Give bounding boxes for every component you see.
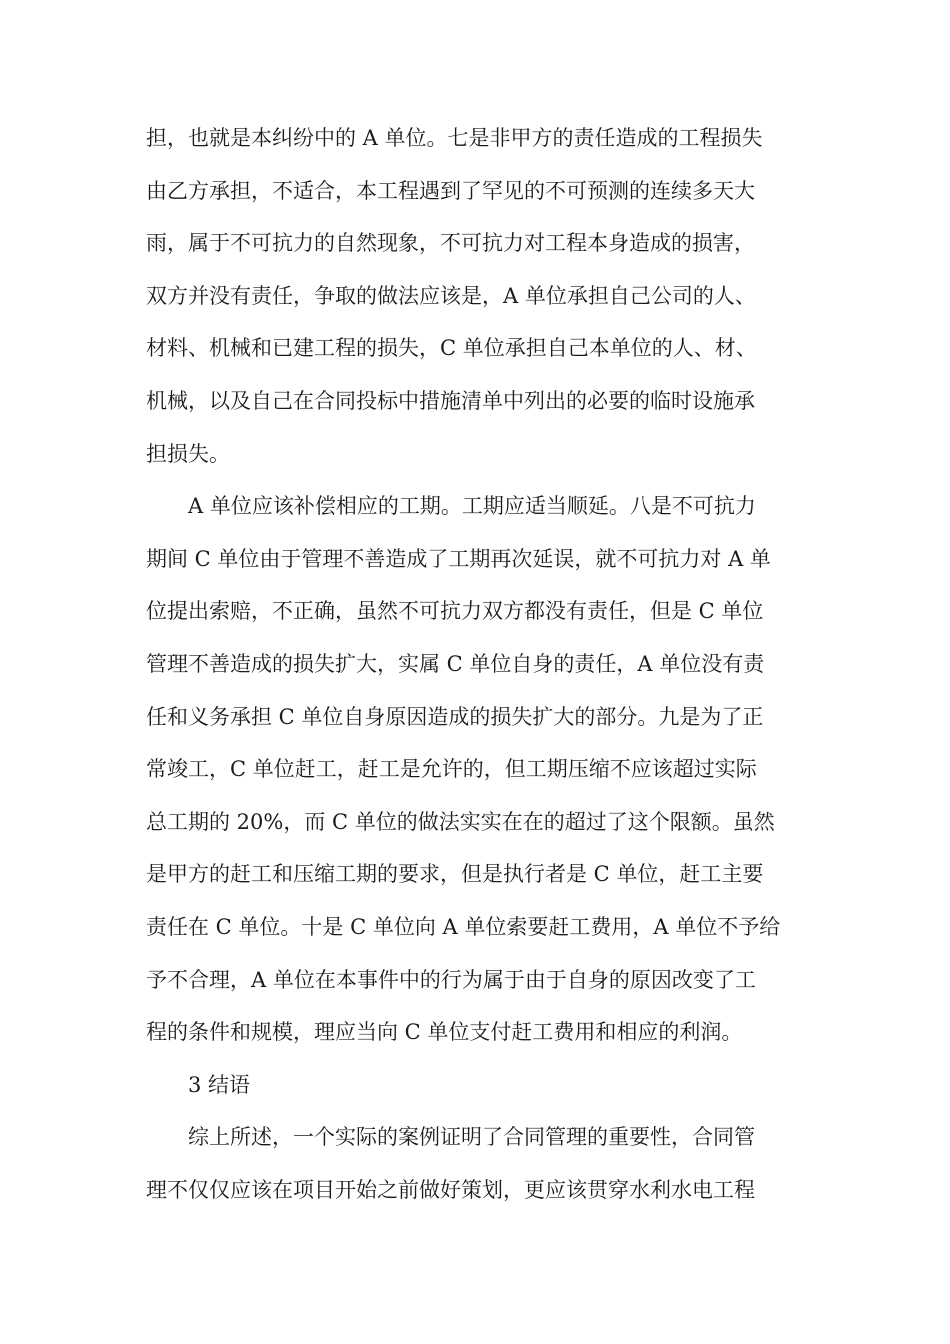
body-text [146, 112, 806, 1216]
text-line: 位提出索赔，不正确，虽然不可抗力双方都没有责任，但是 C 单位 [146, 599, 764, 624]
text-line: 程的条件和规模，理应当向 C 单位支付赶工费用和相应的利润。 [146, 1020, 743, 1045]
text-line: 担，也就是本纠纷中的 A 单位。七是非甲方的责任造成的工程损失 [146, 126, 763, 150]
text-line: 责任在 C 单位。十是 C 单位向 A 单位索要赶工费用，A 单位不予给 [146, 914, 781, 939]
text-line: 雨，属于不可抗力的自然现象，不可抗力对工程本身造成的损害， [146, 231, 755, 256]
text-line: 管理不善造成的损失扩大，实属 C 单位自身的责任，A 单位没有责 [146, 651, 765, 676]
text-line: 双方并没有责任，争取的做法应该是，A 单位承担自己公司的人、 [146, 283, 756, 308]
text-line: 3 结语 [188, 1072, 251, 1097]
text-line: 总工期的 20%，而 C 单位的做法实实在在的超过了这个限额。虽然 [146, 809, 775, 834]
text-line: 担损失。 [146, 441, 230, 466]
text-line: 理不仅仅应该在项目开始之前做好策划，更应该贯穿水利水电工程 [146, 1177, 755, 1202]
text-line: 材料、机械和已建工程的损失，C 单位承担自己本单位的人、材、 [146, 336, 757, 361]
text-line: 综上所述，一个实际的案例证明了合同管理的重要性，合同管 [188, 1125, 755, 1150]
text-line: 常竣工，C 单位赶工，赶工是允许的，但工期压缩不应该超过实际 [146, 757, 757, 782]
text-line: A 单位应该补偿相应的工期。工期应适当顺延。八是不可抗力 [188, 494, 756, 519]
text-line: 由乙方承担，不适合，本工程遇到了罕见的不可预测的连续多天大 [146, 178, 755, 203]
text-line: 任和义务承担 C 单位自身原因造成的损失扩大的部分。九是为了正 [146, 704, 764, 729]
text-line: 予不合理，A 单位在本事件中的行为属于由于自身的原因改变了工 [146, 967, 756, 992]
text-line: 是甲方的赶工和压缩工期的要求，但是执行者是 C 单位，赶工主要 [146, 862, 764, 887]
text-line: 机械，以及自己在合同投标中措施清单中列出的必要的临时设施承 [146, 388, 755, 413]
text-line: 期间 C 单位由于管理不善造成了工期再次延误，就不可抗力对 A 单 [146, 546, 771, 571]
